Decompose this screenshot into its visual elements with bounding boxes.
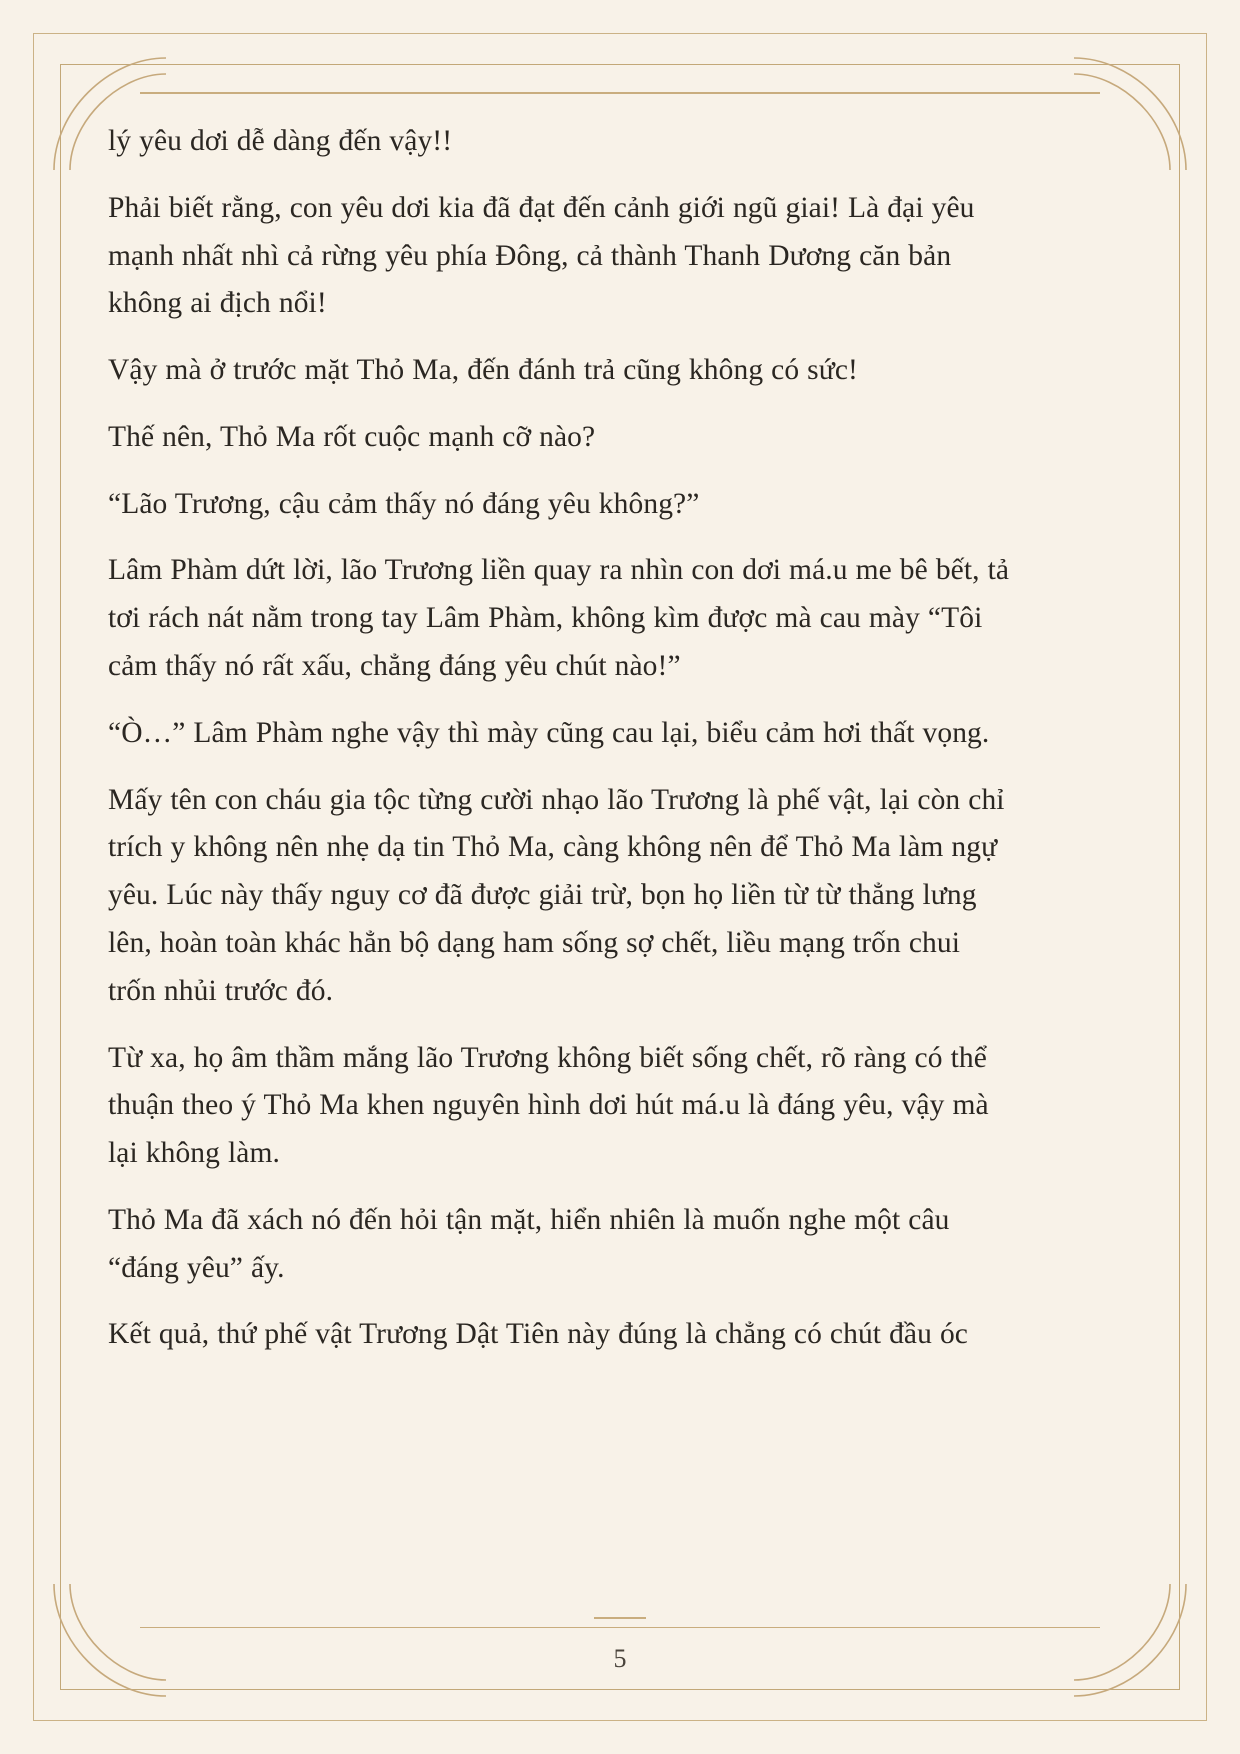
paragraph: Kết quả, thứ phế vật Trương Dật Tiên này đúng là chẳng có chút đầu óc: [108, 1318, 968, 1351]
paragraph: “Ò…” Lâm Phàm nghe vậy thì mày cũng cau lại, biểu cảm hơi thất vọng.: [108, 716, 990, 749]
paragraph: Lâm Phàm dứt lời, lão Trương liền quay ra nhìn con dơi má.u me bê bết, tả tơi rách nát nằm trong tay Lâm Phàm, không kìm được mà cau mày “Tôi cảm thấy nó rất xấu, chẳng đáng yêu chút nào!”: [108, 554, 1010, 683]
paragraph: Thế nên, Thỏ Ma rốt cuộc mạnh cỡ nào?: [108, 420, 596, 453]
paragraph: lý yêu dơi dễ dàng đến vậy!!: [108, 125, 453, 157]
corner-flourish-bottom-left-icon: [48, 1582, 168, 1702]
paragraph: Mấy tên con cháu gia tộc từng cười nhạo lão Trương là phế vật, lại còn chỉ trích y không nên nhẹ dạ tin Thỏ Ma, càng không nên để Thỏ Ma làm ngự yêu. Lúc này thấy nguy cơ đã được giải trừ, bọn họ liền từ từ thẳng lưng lên, hoàn toàn khác hẳn bộ dạng ham sống sợ chết, liều mạng trốn chui trốn nhủi trước đó.: [108, 783, 1005, 1007]
corner-flourish-top-right-icon: [1072, 52, 1192, 172]
paragraph: “Lão Trương, cậu cảm thấy nó đáng yêu không?”: [108, 487, 700, 520]
body-text-column: [108, 118, 1013, 1378]
corner-flourish-bottom-right-icon: [1072, 1582, 1192, 1702]
paragraph: Thỏ Ma đã xách nó đến hỏi tận mặt, hiển nhiên là muốn nghe một câu “đáng yêu” ấy.: [108, 1203, 950, 1284]
paragraph: Từ xa, họ âm thầm mắng lão Trương không biết sống chết, rõ ràng có thể thuận theo ý Thỏ Ma khen nguyên hình dơi hút má.u là đáng yêu, vậy mà lại không làm.: [108, 1041, 989, 1170]
page-number: 5: [613, 1644, 627, 1673]
paragraph: Phải biết rằng, con yêu dơi kia đã đạt đến cảnh giới ngũ giai! Là đại yêu mạnh nhất nhì cả rừng yêu phía Đông, cả thành Thanh Dương căn bản không ai địch nổi!: [108, 191, 975, 320]
header-divider-rule: [140, 92, 1100, 94]
paragraph: Vậy mà ở trước mặt Thỏ Ma, đến đánh trả cũng không có sức!: [108, 354, 858, 387]
footer-center-tick: [594, 1617, 646, 1619]
footer-divider-rule: [140, 1627, 1100, 1629]
